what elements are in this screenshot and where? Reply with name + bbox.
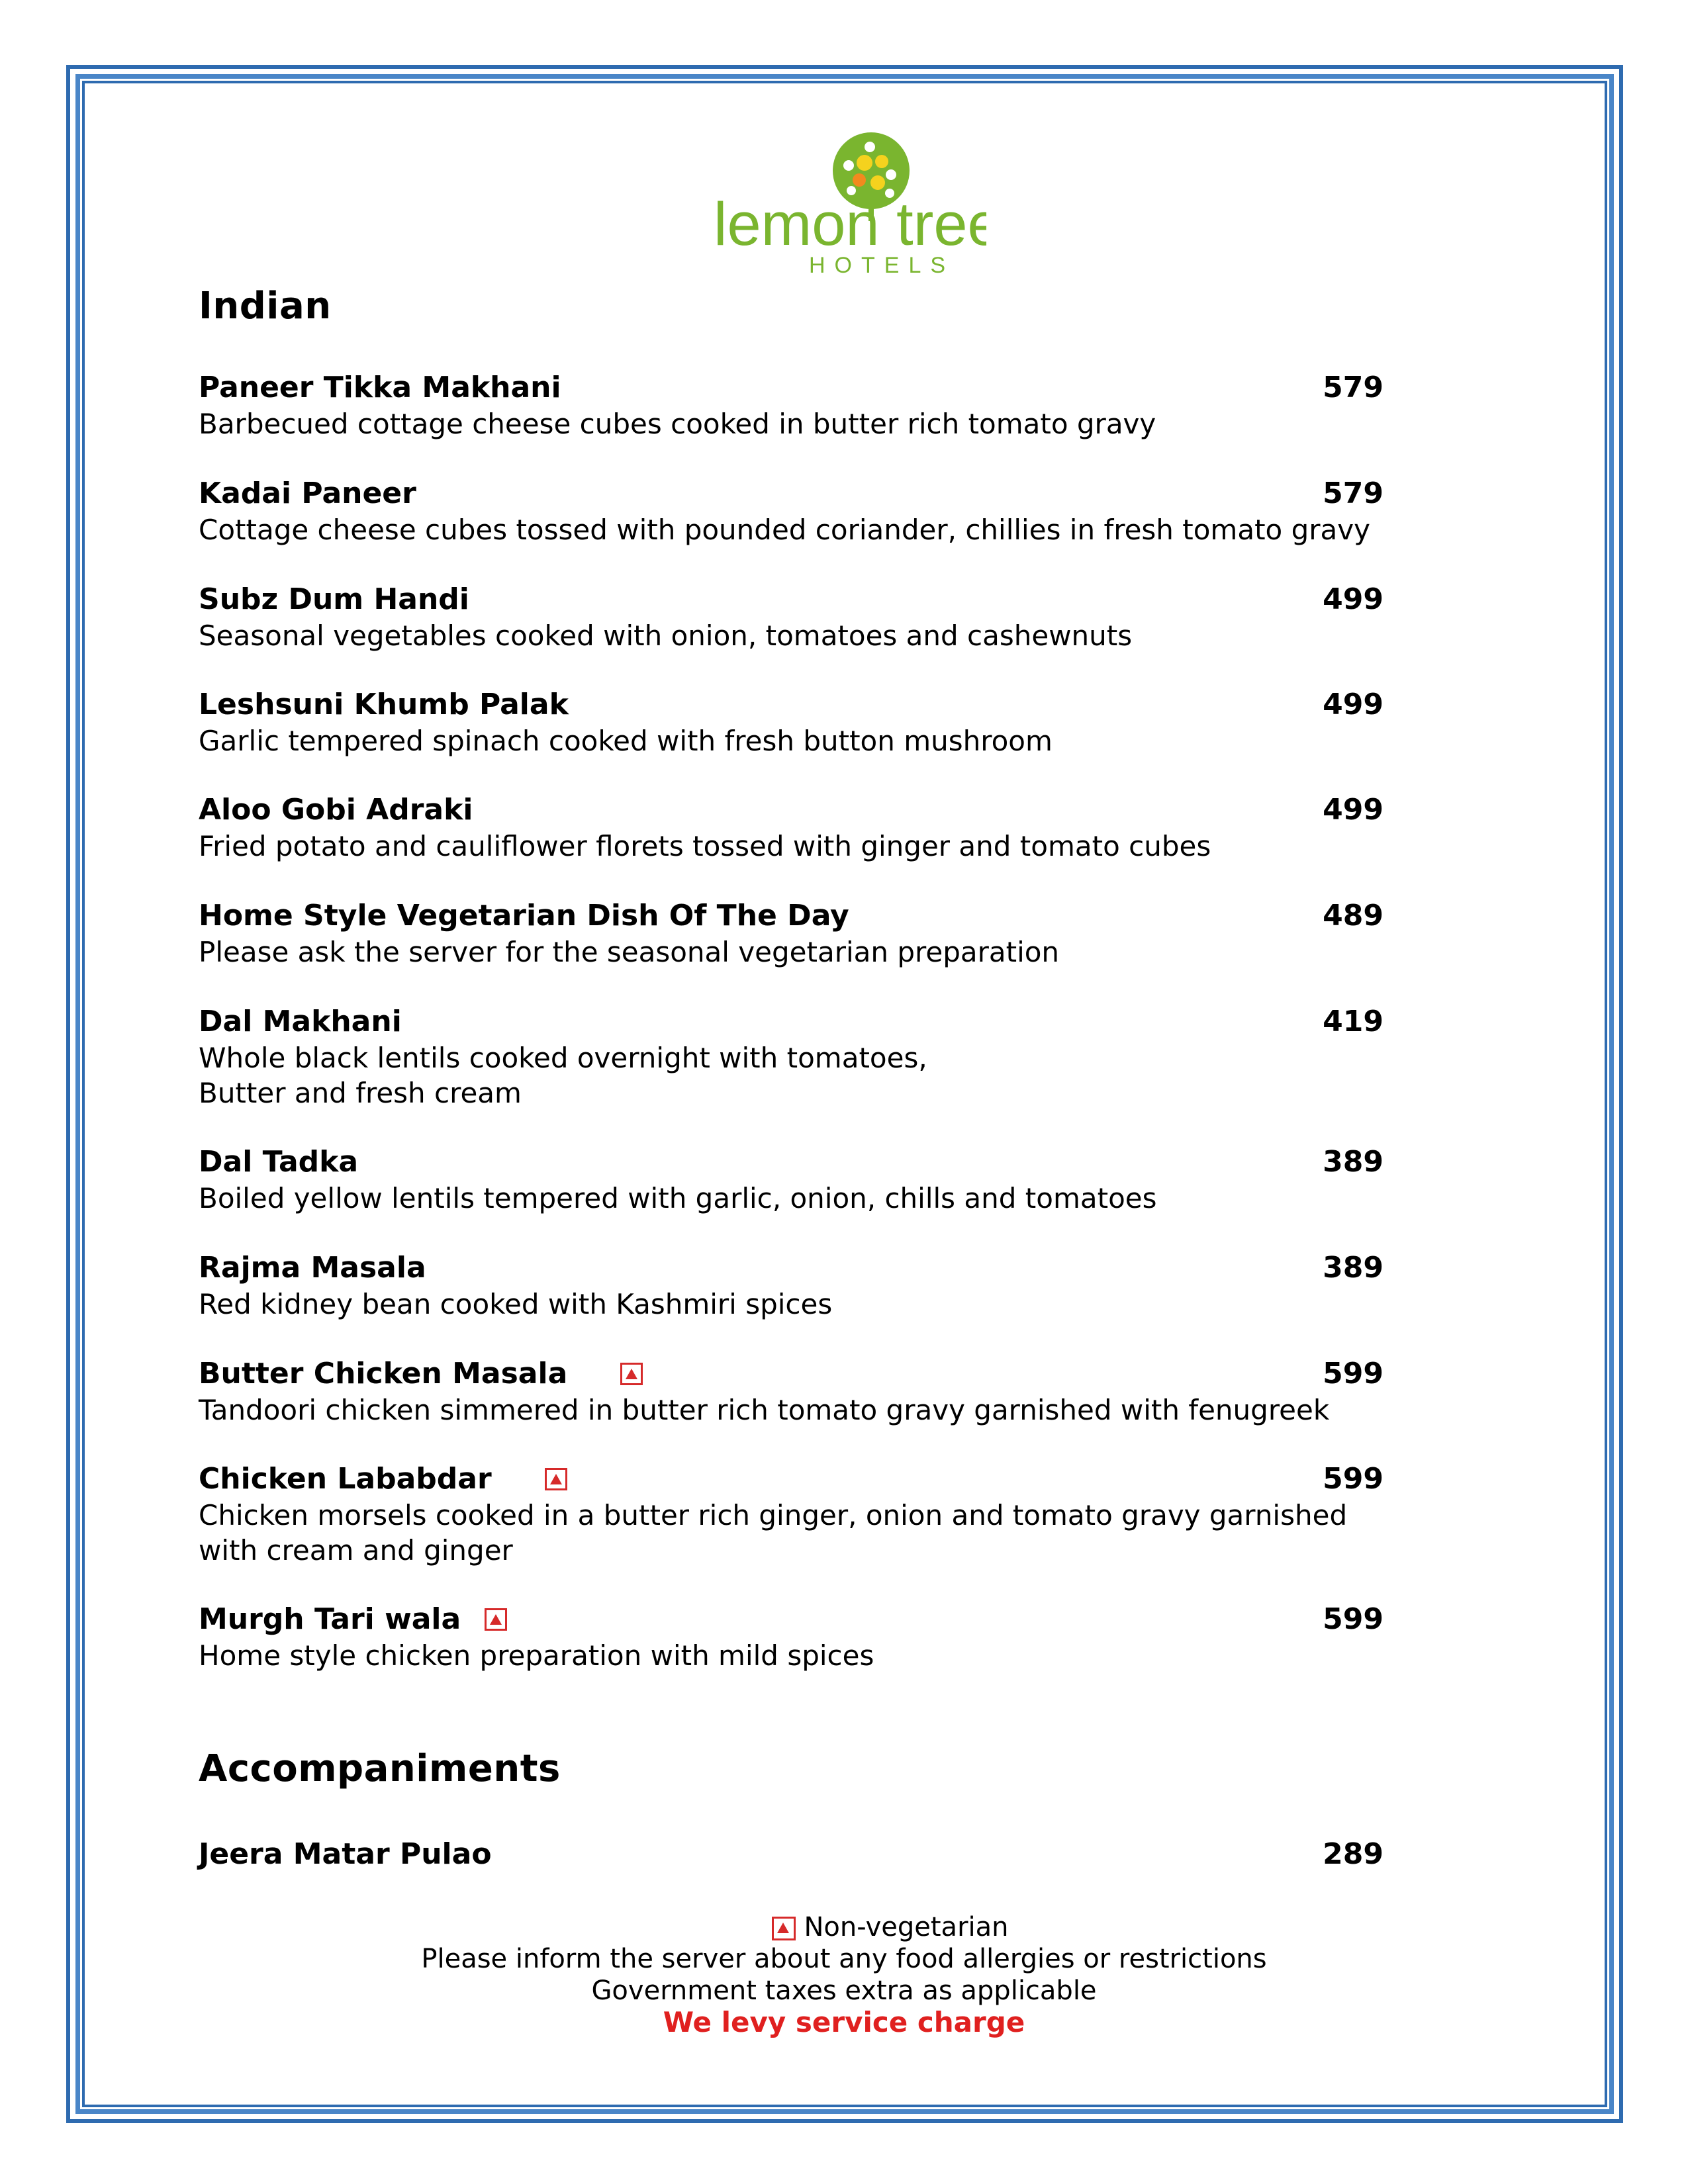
item-price: 389 xyxy=(1323,1251,1383,1285)
lemon-tree-logo xyxy=(702,126,986,285)
item-price: 499 xyxy=(1323,793,1383,827)
item-name: Jeera Matar Pulao xyxy=(199,1837,492,1871)
service-charge-note: We levy service charge xyxy=(663,2006,1025,2038)
item-price: 389 xyxy=(1323,1145,1383,1179)
item-description: Fried potato and cauliflower florets tossed with ginger and tomato cubes xyxy=(199,830,1211,862)
item-name: Paneer Tikka Makhani xyxy=(199,371,561,404)
footer-notes xyxy=(199,1911,1489,2038)
item-description: Please ask the server for the seasonal vegetarian preparation xyxy=(199,936,1060,968)
item-name-row xyxy=(199,1461,1383,1498)
item-name-row xyxy=(199,1355,1383,1392)
menu-item xyxy=(199,1836,1383,1873)
non-veg-icon xyxy=(545,1468,567,1490)
logo-sub-text: HOTELS xyxy=(809,253,955,278)
item-name-row xyxy=(199,1601,1383,1638)
item-description: Cottage cheese cubes tossed with pounded coriander, chillies in fresh tomato gravy xyxy=(199,514,1370,546)
item-description: Seasonal vegetables cooked with onion, tomatoes and cashewnuts xyxy=(199,619,1133,652)
item-description: Home style chicken preparation with mild spices xyxy=(199,1639,874,1672)
item-description: Red kidney bean cooked with Kashmiri spices xyxy=(199,1288,833,1320)
item-price: 289 xyxy=(1323,1837,1383,1871)
item-name: Chicken Lababdar xyxy=(199,1462,492,1496)
item-price: 489 xyxy=(1323,899,1383,933)
item-price: 499 xyxy=(1323,688,1383,721)
item-description: Chicken morsels cooked in a butter rich ginger, onion and tomato gravy garnished with cream and ginger xyxy=(199,1499,1348,1567)
allergy-note: Please inform the server about any food allergies or restrictions xyxy=(421,1944,1267,1974)
logo-brand-text: lemon tree xyxy=(714,191,986,258)
item-description: Whole black lentils cooked overnight with tomatoes, Butter and fresh cream xyxy=(199,1042,927,1109)
logo-graphic xyxy=(702,126,986,285)
item-name: Rajma Masala xyxy=(199,1251,426,1285)
item-price: 579 xyxy=(1323,371,1383,404)
menu-item xyxy=(199,1355,1383,1428)
menu-item xyxy=(199,792,1383,864)
legend-label: Non-vegetarian xyxy=(804,1912,1009,1942)
item-description: Tandoori chicken simmered in butter rich tomato gravy garnished with fenugreek xyxy=(199,1394,1330,1426)
menu-item xyxy=(199,1461,1383,1568)
menu-item xyxy=(199,1250,1383,1322)
item-price: 599 xyxy=(1323,1462,1383,1496)
item-name: Dal Makhani xyxy=(199,1005,402,1038)
non-veg-icon xyxy=(772,1917,796,1940)
item-description: Garlic tempered spinach cooked with fresh button mushroom xyxy=(199,725,1053,757)
item-name: Kadai Paneer xyxy=(199,477,416,510)
item-name: Dal Tadka xyxy=(199,1145,359,1179)
item-price: 499 xyxy=(1323,582,1383,616)
item-name: Home Style Vegetarian Dish Of The Day xyxy=(199,899,849,933)
item-description: Boiled yellow lentils tempered with garlic, onion, chills and tomatoes xyxy=(199,1182,1157,1214)
non-veg-legend xyxy=(199,1911,1489,1943)
menu-item xyxy=(199,369,1383,441)
item-price: 599 xyxy=(1323,1602,1383,1636)
menu-item xyxy=(199,1144,1383,1216)
item-name: Leshsuni Khumb Palak xyxy=(199,688,569,721)
item-name: Murgh Tari wala xyxy=(199,1602,461,1636)
tax-note: Government taxes extra as applicable xyxy=(591,1976,1097,2006)
non-veg-icon xyxy=(620,1363,643,1385)
item-name: Subz Dum Handi xyxy=(199,582,469,616)
item-price: 599 xyxy=(1323,1357,1383,1390)
menu-item xyxy=(199,897,1383,970)
item-price: 419 xyxy=(1323,1005,1383,1038)
section-title-indian: Indian xyxy=(199,285,332,328)
section-title-accompaniments: Accompaniments xyxy=(199,1747,561,1790)
menu-item xyxy=(199,581,1383,653)
item-description: Barbecued cottage cheese cubes cooked in butter rich tomato gravy xyxy=(199,408,1156,440)
menu-item xyxy=(199,1003,1383,1111)
menu-item xyxy=(199,686,1383,758)
menu-item xyxy=(199,475,1383,547)
item-name: Butter Chicken Masala xyxy=(199,1357,568,1390)
item-price: 579 xyxy=(1323,477,1383,510)
item-name: Aloo Gobi Adraki xyxy=(199,793,473,827)
menu-item xyxy=(199,1601,1383,1673)
non-veg-icon xyxy=(485,1608,507,1631)
